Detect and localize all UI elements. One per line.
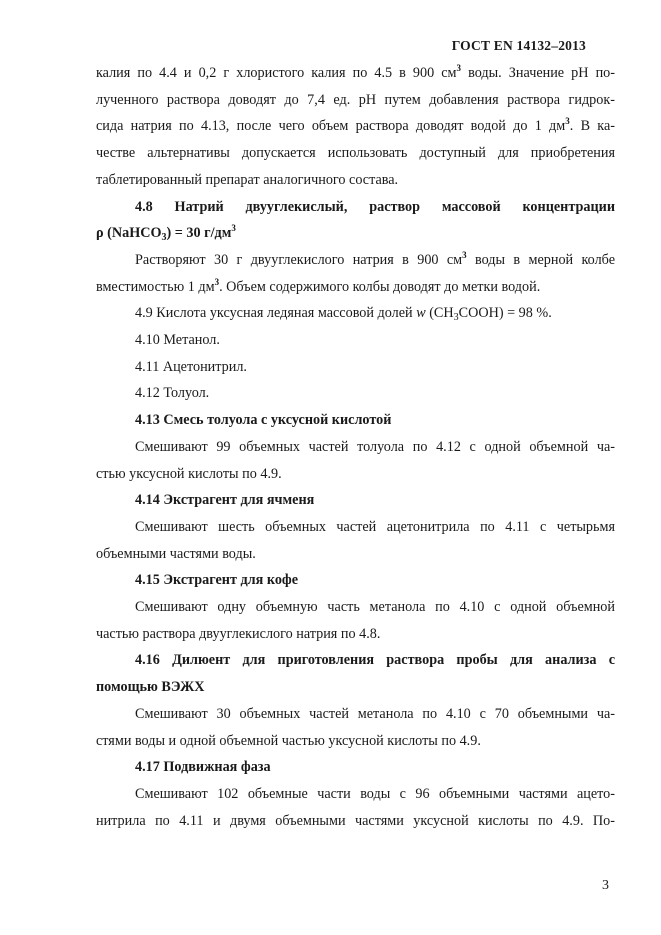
text-line: таблетированный препарат аналогичного состава. xyxy=(96,171,399,188)
text-line: сида натрия по 4.13, после чего объем раствора доводят водой до 1 $дм^3$. В ка- xyxy=(96,116,615,135)
text-line: Смешивают шесть объемных частей ацетонитрила по 4.11 с четырьмя xyxy=(135,518,615,535)
section-heading-4-13: 4.13 Смесь толуола с уксусной кислотой xyxy=(135,412,392,429)
section-heading-4-16: 4.16 Дилюент для приготовления раствора пробы для анализа с xyxy=(135,652,615,669)
section-heading-4-16-cont: помощью ВЭЖХ xyxy=(96,679,205,696)
document-body xyxy=(96,60,615,834)
text-line: стью уксусной кислоты по 4.9. xyxy=(96,465,282,482)
item-4-11: 4.11 Ацетонитрил. xyxy=(135,358,247,375)
item-4-10: 4.10 Метанол. xyxy=(135,332,220,349)
text-line: честве альтернативы допускается использовать доступный для приобретения xyxy=(96,145,615,162)
item-4-9: 4.9 Кислота уксусная ледяная массовой долей w $(CH_3COOH) = 98$ %. xyxy=(135,305,552,324)
text-line: вместимостью 1 $дм^3$. Объем содержимого колбы доводят до метки водой. xyxy=(96,276,541,295)
standard-header: ГОСТ EN 14132–2013 xyxy=(451,38,586,53)
item-4-12: 4.12 Толуол. xyxy=(135,385,210,402)
text-line: Смешивают 102 объемные части воды с 96 объемными частями ацето- xyxy=(135,785,615,802)
text-line: объемными частями воды. xyxy=(96,545,256,562)
text-line: стями воды и одной объемной частью уксусной кислоты по 4.9. xyxy=(96,732,481,749)
section-heading-4-14: 4.14 Экстрагент для ячменя xyxy=(135,492,315,509)
text-line: калия по 4.4 и 0,2 г хлористого калия по 4.5 в 900 $см^3$ воды. Значение pH по- xyxy=(96,63,615,81)
text-line: Смешивают 99 объемных частей толуола по 4.12 с одной объемной ча- xyxy=(135,438,615,455)
section-heading-4-15: 4.15 Экстрагент для кофе xyxy=(135,572,299,589)
text-line: частью раствора двууглекислого натрия по 4.8. xyxy=(96,625,381,642)
section-heading-4-17: 4.17 Подвижная фаза xyxy=(135,759,271,776)
page-number: 3 xyxy=(602,878,609,893)
text-line: Смешивают 30 объемных частей метанола по 4.10 с 70 объемными ча- xyxy=(135,705,615,722)
text-line: Растворяют 30 г двууглекислого натрия в 900 $см^3$ воды в мерной колбе xyxy=(135,249,615,268)
text-line: лученного раствора доводят до 7,4 ед. pH путем добавления раствора гидрок- xyxy=(96,91,615,108)
section-heading-4-8-formula: ρ (NaHCO$_3$) = 30 $г/дм^3$ xyxy=(96,223,236,244)
section-heading-4-8: 4.8 Натрий двууглекислый, раствор массовой концентрации xyxy=(135,198,615,215)
text-line: нитрила по 4.11 и двумя объемными частями уксусной кислоты по 4.9. По- xyxy=(96,812,615,829)
text-line: Смешивают одну объемную часть метанола по 4.10 с одной объемной xyxy=(135,599,615,616)
